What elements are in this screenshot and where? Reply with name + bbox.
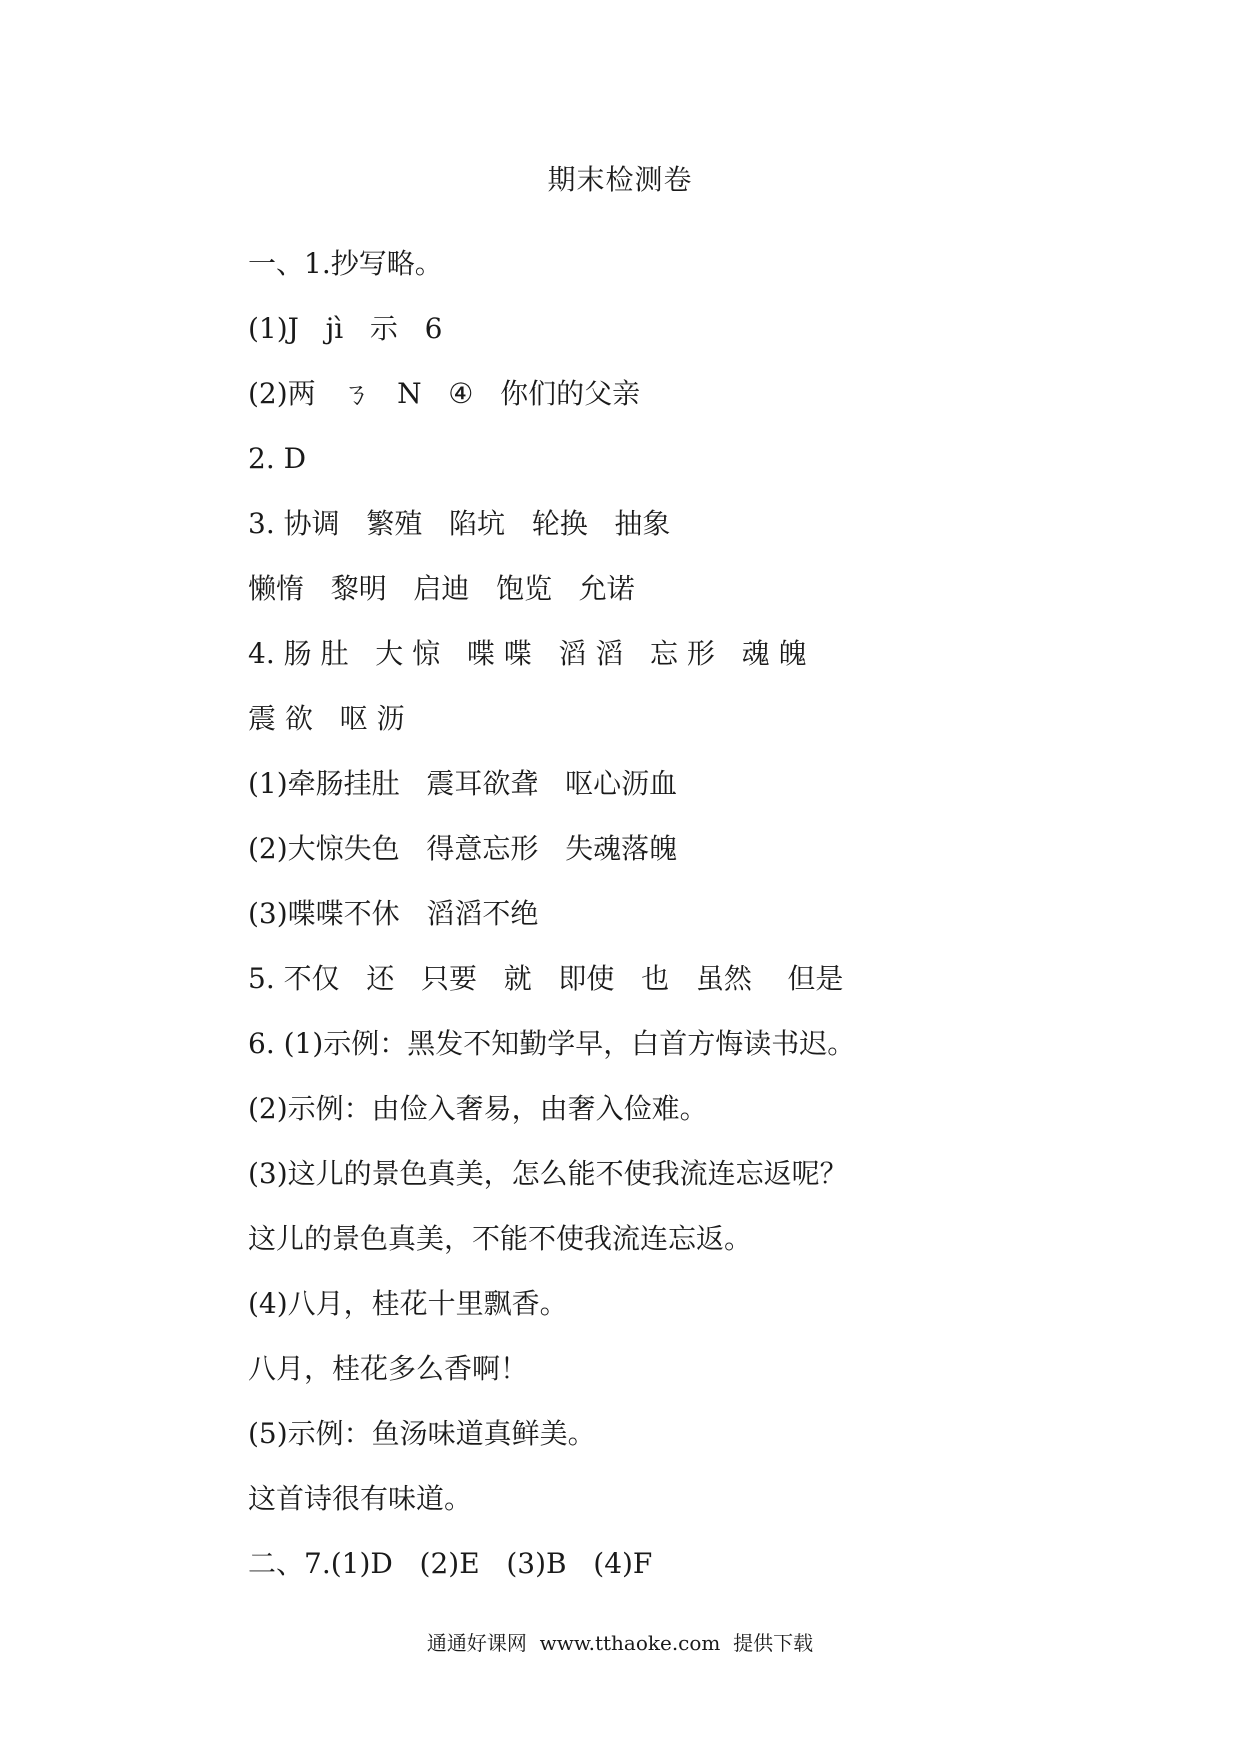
- answer-line-13: 6. (1)示例：黑发不知勤学早，白首方悔读书迟。: [248, 1027, 856, 1060]
- answer-line-2: (1)J jì 示 6: [248, 312, 443, 345]
- answer-line-8: 震 欲 呕 沥: [248, 702, 405, 735]
- answer-line-17: (4)八月，桂花十里飘香。: [248, 1287, 568, 1320]
- answer-line-5: 3. 协调 繁殖 陷坑 轮换 抽象: [248, 507, 671, 540]
- answer-line-1: 一、1.抄写略。: [248, 247, 443, 280]
- answer-line-16: 这儿的景色真美，不能不使我流连忘返。: [248, 1222, 753, 1255]
- answer-line-9: (1)牵肠挂肚 震耳欲聋 呕心沥血: [248, 767, 678, 800]
- answer-line-12: 5. 不仅 还 只要 就 即使 也 虽然 但是: [248, 962, 844, 995]
- answer-line-7: 4. 肠 肚 大 惊 喋 喋 滔 滔 忘 形 魂 魄: [248, 637, 807, 670]
- page-title: 期末检测卷: [547, 163, 693, 196]
- answer-line-20: 这首诗很有味道。: [248, 1482, 473, 1515]
- answer-line-10: (2)大惊失色 得意忘形 失魂落魄: [248, 832, 678, 865]
- answer-line-14: (2)示例：由俭入奢易，由奢入俭难。: [248, 1092, 708, 1125]
- answer-line-21: 二、7.(1)D (2)E (3)B (4)F: [248, 1547, 653, 1580]
- answer-line-11: (3)喋喋不休 滔滔不绝: [248, 897, 539, 930]
- answer-content: [248, 231, 1148, 1596]
- answer-line-18: 八月，桂花多么香啊！: [248, 1352, 529, 1385]
- answer-line-15: (3)这儿的景色真美，怎么能不使我流连忘返呢？: [248, 1157, 848, 1190]
- answer-line-3: (2)两 ㄋ N ④ 你们的父亲: [248, 377, 641, 410]
- answer-line-19: (5)示例：鱼汤味道真鲜美。: [248, 1417, 596, 1450]
- footer-source: 通通好课网 www.tthaoke.com 提供下载: [426, 1631, 814, 1655]
- answer-line-4: 2. D: [248, 442, 307, 475]
- answer-line-6: 懒惰 黎明 启迪 饱览 允诺: [248, 572, 635, 605]
